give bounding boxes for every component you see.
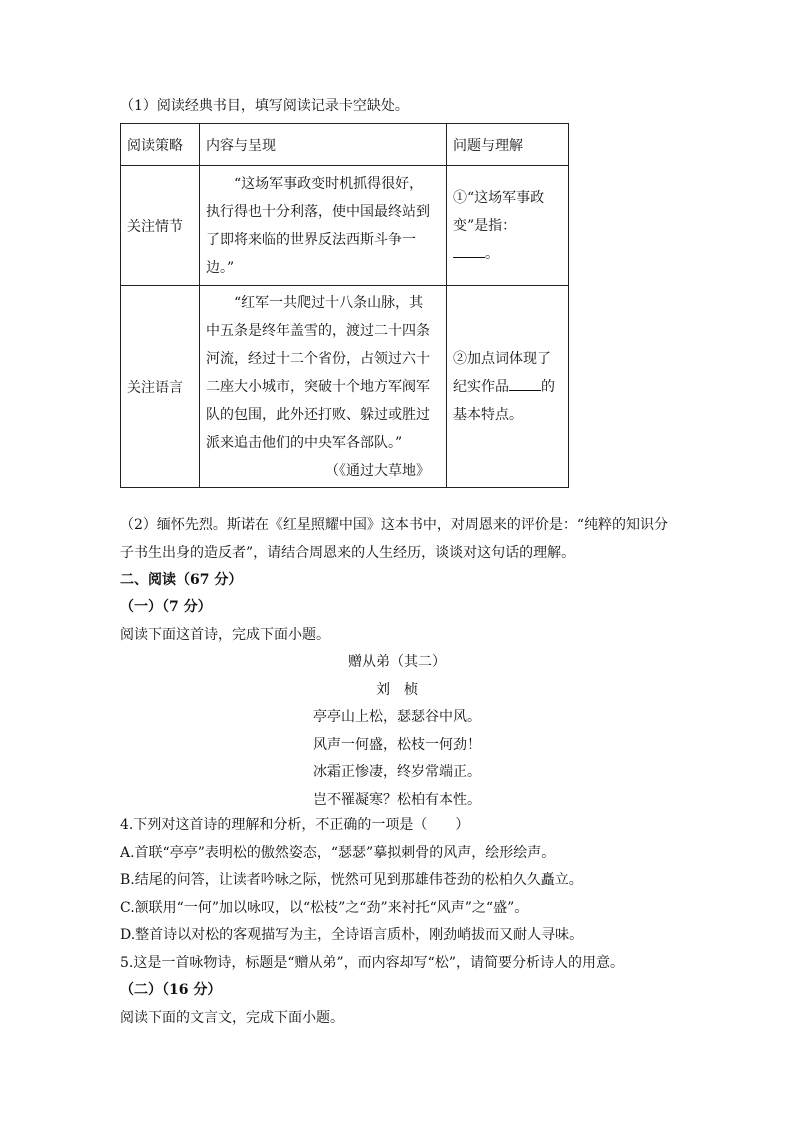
part-2-instruction: 阅读下面的文言文，完成下面小题。 — [120, 1010, 344, 1026]
question-5: 5.这是一首咏物诗，标题是“赠从弟”，而内容却写“松”，请简要分析诗人的用意。 — [120, 955, 624, 971]
row-content — [200, 286, 447, 488]
section-title: 二、阅读（67 分） — [120, 572, 243, 588]
question-4: 4.下列对这首诗的理解和分析，不正确的一项是（ ） — [120, 817, 470, 833]
table-row — [121, 286, 569, 488]
reading-record-table — [120, 123, 569, 488]
question-2-line: （2）缅怀先烈。斯诺在《红星照耀中国》这本书中，对周恩来的评价是：“纯粹的知识分 — [120, 517, 669, 533]
row-question — [447, 166, 569, 286]
table-header-row — [121, 124, 569, 166]
question-line-blank: 。 — [453, 240, 568, 268]
header-strategy: 阅读策略 — [121, 124, 200, 166]
row-question — [447, 286, 569, 488]
poem-author: 刘 桢 — [376, 682, 418, 698]
question-line-blank: 纪实作品 的 — [453, 373, 568, 401]
content-line: “这场军事政变时机抓得很好， — [234, 175, 424, 192]
option-d[interactable]: D.整首诗以对松的客观描写为主，全诗语言质朴，刚劲峭拔而又耐人寻味。 — [120, 927, 584, 943]
content-line: 队的包围，此外还打败、躲过或胜过 — [206, 406, 430, 423]
answer-blank[interactable] — [453, 243, 485, 258]
question-line: 基本特点。 — [453, 406, 523, 423]
row-strategy: 关注情节 — [121, 166, 200, 286]
content-line: 二座大小城市，突破十个地方军阀军 — [206, 378, 430, 395]
part-1-instruction: 阅读下面这首诗，完成下面小题。 — [120, 627, 330, 643]
question-line: ①“这场军事政 — [453, 189, 545, 206]
poem-title: 赠从弟（其二） — [348, 654, 446, 670]
option-c[interactable]: C.颔联用“一何”加以咏叹，以“松枝”之“劲”来衬托“风声”之“盛”。 — [120, 900, 529, 916]
poem-line: 亭亭山上松，瑟瑟谷中风。 — [313, 709, 481, 725]
content-line: 中五条是终年盖雪的，渡过二十四条 — [206, 322, 430, 339]
question-2-line: 子书生出身的造反者”，请结合周恩来的人生经历，谈谈对这句话的理解。 — [120, 545, 576, 561]
answer-blank[interactable] — [509, 376, 541, 391]
content-line: 派来追击他们的中央军各部队。” — [206, 434, 403, 451]
question-line: 变”是指： — [453, 217, 517, 234]
option-a[interactable]: A.首联“亭亭”表明松的傲然姿态，“瑟瑟”摹拟刺骨的风声，绘形绘声。 — [120, 845, 556, 861]
content-line: 河流，经过十二个省份，占领过六十 — [206, 350, 430, 367]
content-line: “红军一共爬过十八条山脉，其 — [234, 294, 424, 311]
poem-line: 冰霜正惨凄，终岁常端正。 — [313, 764, 481, 780]
row-content — [200, 166, 447, 286]
content-line: 了即将来临的世界反法西斯斗争一 — [206, 231, 416, 248]
content-line: 执行得也十分利落，使中国最终站到 — [206, 203, 430, 220]
question-line: ②加点词体现了 — [453, 350, 551, 367]
poem-line: 岂不罹凝寒？松柏有本性。 — [313, 792, 481, 808]
header-content: 内容与呈现 — [200, 124, 447, 166]
source-citation: （《通过大草地》 — [325, 462, 430, 479]
part-1-title: （一）（7 分） — [120, 599, 212, 615]
option-b[interactable]: B.结尾的问答，让读者吟咏之际，恍然可见到那雄伟苍劲的松柏久久矗立。 — [120, 872, 583, 888]
table-row — [121, 166, 569, 286]
row-strategy: 关注语言 — [121, 286, 200, 488]
content-line: 边。” — [206, 259, 235, 276]
poem-line: 风声一何盛，松枝一何劲！ — [313, 737, 481, 753]
header-question: 问题与理解 — [447, 124, 569, 166]
part-2-title: （二）（16 分） — [120, 982, 222, 998]
question-1-intro: （1）阅读经典书目，填写阅读记录卡空缺处。 — [120, 98, 409, 114]
